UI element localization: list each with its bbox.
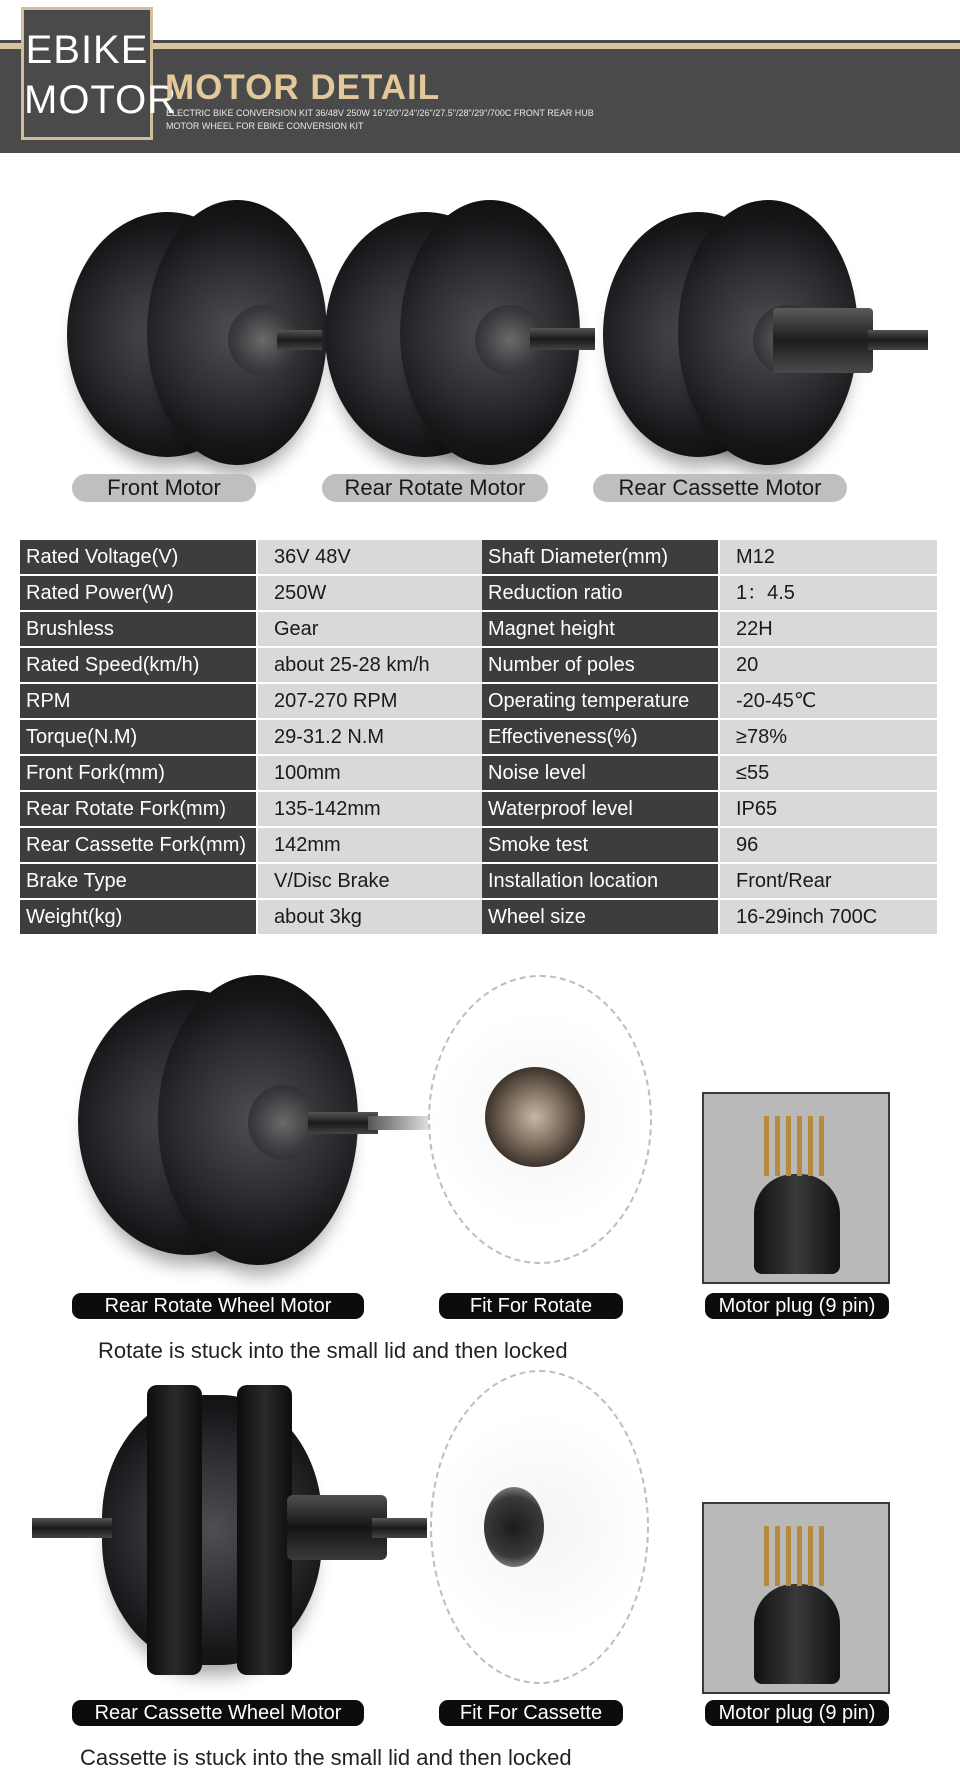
label-front-motor: Front Motor	[72, 474, 256, 502]
label-rear-rotate-motor: Rear Rotate Motor	[322, 474, 548, 502]
rear-cassette-wheel-motor-image	[32, 1385, 427, 1675]
spec-label: Weight(kg)	[20, 900, 256, 934]
label-rotate-motor-plug: Motor plug (9 pin)	[705, 1293, 889, 1319]
spec-label: Effectiveness(%)	[482, 720, 718, 754]
spec-label: RPM	[20, 684, 256, 718]
spec-label: Shaft Diameter(mm)	[482, 540, 718, 574]
spec-value: -20-45℃	[720, 684, 937, 718]
cassette-motor-plug-image	[702, 1502, 890, 1694]
page-title: MOTOR DETAIL	[165, 68, 441, 107]
spec-value: M12	[720, 540, 937, 574]
spec-value: ≥78%	[720, 720, 937, 754]
spec-label: Rear Cassette Fork(mm)	[20, 828, 256, 862]
front-motor-image	[62, 200, 322, 470]
cassette-cog-image	[430, 1370, 649, 1684]
cassette-caption: Cassette is stuck into the small lid and then locked	[80, 1745, 572, 1770]
spec-value: 1：4.5	[720, 576, 937, 610]
spec-label: Operating temperature	[482, 684, 718, 718]
logo-text-bottom: MOTOR	[24, 78, 178, 122]
rear-rotate-motor-image	[325, 200, 595, 470]
spec-value: Front/Rear	[720, 864, 937, 898]
spec-label: Brake Type	[20, 864, 256, 898]
spec-value: V/Disc Brake	[258, 864, 494, 898]
rotate-caption: Rotate is stuck into the small lid and then locked	[98, 1338, 568, 1363]
page-subtitle: ELECTRIC BIKE CONVERSION KIT 36/48V 250W 16"/20"/24"/26"/27.5"/28"/29"/700C FRONT REAR HUB MOTOR WHEEL FOR EBIKE CONVERSION KIT	[166, 108, 594, 131]
label-rear-rotate-wheel-motor: Rear Rotate Wheel Motor	[72, 1293, 364, 1319]
label-cassette-motor-plug: Motor plug (9 pin)	[705, 1700, 889, 1726]
spec-label: Magnet height	[482, 612, 718, 646]
spec-value: 36V 48V	[258, 540, 494, 574]
logo	[21, 7, 178, 140]
spec-value: Gear	[258, 612, 494, 646]
spec-value: 100mm	[258, 756, 494, 790]
spec-label: Number of poles	[482, 648, 718, 682]
spec-label: Rated Power(W)	[20, 576, 256, 610]
spec-value: 142mm	[258, 828, 494, 862]
label-rear-cassette-motor: Rear Cassette Motor	[593, 474, 847, 502]
spec-label: Installation location	[482, 864, 718, 898]
spec-value: 135-142mm	[258, 792, 494, 826]
spec-value: ≤55	[720, 756, 937, 790]
spec-label: Smoke test	[482, 828, 718, 862]
spec-label: Front Fork(mm)	[20, 756, 256, 790]
spec-label: Torque(N.M)	[20, 720, 256, 754]
spec-value: 22H	[720, 612, 937, 646]
rear-rotate-wheel-motor-image	[78, 975, 408, 1275]
logo-text-top: EBIKE	[25, 28, 149, 72]
spec-label: Wheel size	[482, 900, 718, 934]
spec-label: Rated Speed(km/h)	[20, 648, 256, 682]
spec-value: about 25-28 km/h	[258, 648, 494, 682]
rotate-motor-plug-image	[702, 1092, 890, 1284]
spec-label: Brushless	[20, 612, 256, 646]
spec-value: 29-31.2 N.M	[258, 720, 494, 754]
spec-label: Rear Rotate Fork(mm)	[20, 792, 256, 826]
spec-value: about 3kg	[258, 900, 494, 934]
label-rear-cassette-wheel-motor: Rear Cassette Wheel Motor	[72, 1700, 364, 1726]
spec-label: Rated Voltage(V)	[20, 540, 256, 574]
rear-cassette-motor-image	[598, 200, 928, 470]
label-fit-for-cassette: Fit For Cassette	[439, 1700, 623, 1726]
spec-label: Waterproof level	[482, 792, 718, 826]
spec-label: Reduction ratio	[482, 576, 718, 610]
spec-value: 20	[720, 648, 937, 682]
spec-value: 16-29inch 700C	[720, 900, 937, 934]
spec-value: 250W	[258, 576, 494, 610]
spec-value: IP65	[720, 792, 937, 826]
spec-value: 207-270 RPM	[258, 684, 494, 718]
spec-value: 96	[720, 828, 937, 862]
rotate-cassette-cog-image	[428, 975, 652, 1264]
label-fit-for-rotate: Fit For Rotate	[439, 1293, 623, 1319]
spec-label: Noise level	[482, 756, 718, 790]
